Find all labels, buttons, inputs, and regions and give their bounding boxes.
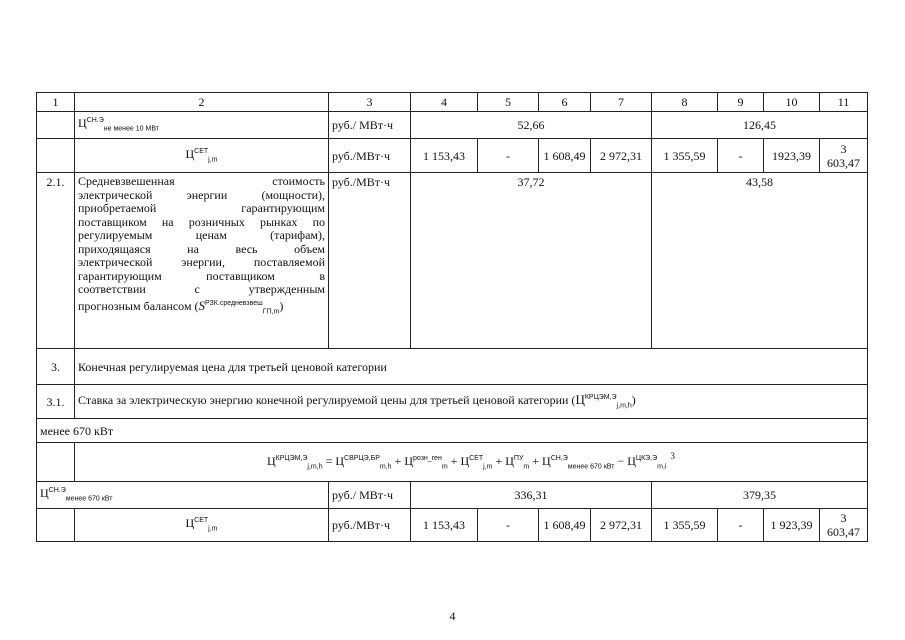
formula-row [37,443,868,481]
row-index: 3. [37,349,75,385]
unit-label: руб./МВт·ч [329,139,411,173]
header-cell: 10 [764,93,820,112]
table-row [37,419,868,443]
header-cell: 7 [591,93,652,112]
value-cell: - [478,509,539,542]
section-title: Конечная регулируемая цена для третьей ценовой категории [75,349,868,385]
value-cell: 1 153,43 [411,509,478,542]
unit-label: руб./МВт·ч [329,509,411,542]
section-row [37,349,868,385]
rate-symbol-sn-10mw: $Ц^{СН.Э}_{не менее 10 МВт}$ [75,112,329,139]
header-cell: 5 [478,93,539,112]
header-cell: 6 [539,93,591,112]
unit-label: руб./ МВт·ч [329,112,411,139]
row-description: Средневзвешенная стоимость электрической энергии (мощности), приобретаемой гарантирующим поставщиком на розничных рынках по регулируемым ценам (тарифам), приходящаяся на весь объем электрической энергии, поставляемой гарантирующим поставщиком в соответствии с утвержденным прогнозным балансом $(S^{РЗК.средневзвеш}_{ГП,m})$ [75,173,329,349]
subsection-label: менее 670 кВт [37,419,868,443]
value-cell: 2 972,31 [591,139,652,173]
table-row [37,173,868,349]
header-cell: 2 [75,93,329,112]
row-index: 2.1. [37,173,75,349]
header-cell: 4 [411,93,478,112]
unit-label: руб./ МВт·ч [329,481,411,508]
footnote-marker: 3 [670,451,675,462]
page-number: 4 [449,609,456,623]
table-row [37,139,868,173]
header-cell: 11 [820,93,868,112]
rate-symbol-set: $Ц^{СЕТ}_{j,m}$ [75,509,329,542]
value-cell: 3 603,47 [820,139,868,173]
value-cell: 1923,39 [764,139,820,173]
value-cell: - [718,139,764,173]
section-title: Ставка за электрическую энергию конечной регулируемой цены для третьей ценовой категории $(Ц^{КРЦЭМ,Э}_{j,m,h})$ [75,385,868,419]
value-cell: 1 153,43 [411,139,478,173]
tariff-table [36,92,868,542]
value-cell: 43,58 [652,173,868,349]
table-row [37,509,868,542]
unit-label: руб./МВт·ч [329,173,411,349]
header-cell: 3 [329,93,411,112]
header-cell: 9 [718,93,764,112]
header-cell: 1 [37,93,75,112]
value-cell: 336,31 [411,481,652,508]
value-cell: 1 923,39 [764,509,820,542]
value-cell: 1 608,49 [539,509,591,542]
row-index: 3.1. [37,385,75,419]
value-cell: 1 608,49 [539,139,591,173]
rate-symbol-sn-670kw: $Ц^{СН.Э}_{менее 670 кВт}$ [37,481,329,508]
table-row [37,481,868,508]
value-cell: 3 603,47 [820,509,868,542]
section-row [37,385,868,419]
value-cell: - [718,509,764,542]
value-cell: 1 355,59 [652,139,718,173]
value-cell: 2 972,31 [591,509,652,542]
rate-symbol-set: $Ц^{СЕТ}_{j,m}$ [75,139,329,173]
value-cell: 379,35 [652,481,868,508]
table-row [37,112,868,139]
value-cell: 1 355,59 [652,509,718,542]
value-cell: - [478,139,539,173]
value-cell: 52,66 [411,112,652,139]
price-formula: $Ц^{КРЦЭМ,Э}_{j,m,h} = Ц^{СВРЦЭ,БР}_{m,h} + Ц^{розн\_ген}_m + Ц^{СЕТ}_{j,m} + Ц^{ПУ}_m + Ц^{СН,Э}_{менее 670 кВт} - Ц^{ЦКЭ,Э}_{m,i}^3$ [75,443,868,481]
header-cell: 8 [652,93,718,112]
value-cell: 37,72 [411,173,652,349]
value-cell: 126,45 [652,112,868,139]
header-row [37,93,868,112]
